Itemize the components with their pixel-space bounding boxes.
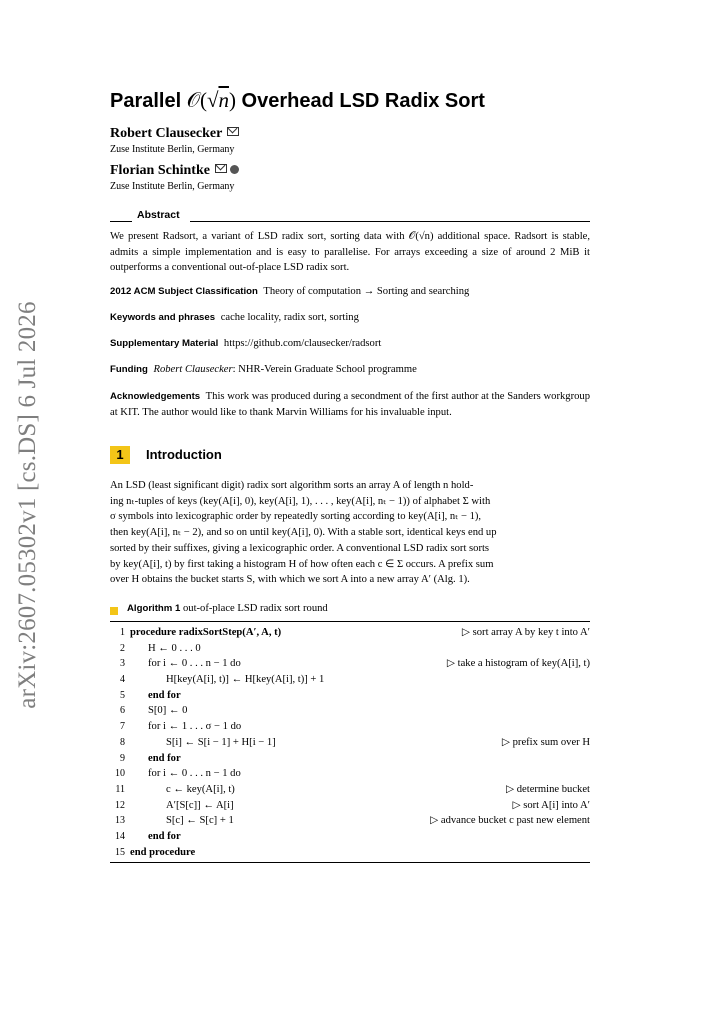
algorithm-line-number: 6 [120,705,125,717]
algorithm-line-number: 15 [115,846,125,858]
algorithm-line-number: 2 [120,642,125,654]
algorithm-line-code: for i ← 1 . . . σ − 1 do [148,721,242,733]
intro-line: sorted by their suffixes, giving a lexicographic order. A conventional LSD radix sort sorts [110,542,490,554]
acknowledgements [110,389,590,420]
algorithm-line-number: 9 [120,752,125,764]
mail-icon[interactable] [215,164,227,173]
abstract-text [110,229,590,276]
acknowledgements-key: Acknowledgements [110,391,201,402]
algorithm-line [110,625,590,641]
algorithm-line-number: 8 [120,736,125,748]
algorithm-line-code: end for [148,830,181,842]
acm-value: Theory of computation → Sorting and searching [263,286,470,297]
algorithm-caption [127,603,328,614]
title-suffix: Overhead LSD Radix Sort [235,90,485,112]
title-math-o: 𝒪(√ [186,88,219,112]
algorithm-line-comment: ▷ advance bucket c past new element [430,815,590,827]
algorithm-line [110,845,590,861]
algorithm-line-code: end for [148,689,181,701]
algorithm-line-comment: ▷ prefix sum over H [501,736,590,748]
algorithm-line [110,782,590,798]
section-number: 1 [110,446,130,464]
algorithm-line-comment: ▷ sort A[i] into A′ [512,799,590,811]
acm-key: 2012 ACM Subject Classification [110,286,258,297]
acknowledgements-value: This work was produced during a secondment of the first author at the Sanders workgroup at KIT. The author would like to thank Marvin Williams for his invaluable input. [110,391,591,418]
intro-line: then key(A[i], nₜ − 2), and so on until key(A[i], 0). With a stable sort, identical keys end up [110,527,497,539]
keywords [110,310,590,326]
algorithm-line-code: H[key(A[i], t)] ← H[key(A[i], t)] + 1 [166,674,325,686]
algorithm-line-number: 7 [120,721,125,733]
title-prefix: Parallel [110,90,187,112]
algorithm-line [110,751,590,767]
algorithm-line-code: S[c] ← S[c] + 1 [166,815,234,827]
section-title: Introduction [146,447,222,462]
funding-name: Robert Clausecker [153,364,233,375]
algorithm-line-number: 11 [115,783,125,795]
author-2-name-text: Florian Schintke [110,163,210,178]
algorithm-line-code: end procedure [130,846,196,858]
arxiv-identifier-stamp: arXiv:2607.05302v1 [cs.DS] 6 Jul 2026 [14,301,41,709]
intro-line: An LSD (least significant digit) radix sort algorithm sorts an array A of length n hold- [110,480,474,491]
author-name-1 [110,126,239,142]
algorithm-line-code: for i ← 0 . . . n − 1 do [148,768,241,780]
supplementary-key: Supplementary Material [110,338,219,349]
algorithm-line [110,766,590,782]
algorithm-line [110,672,590,688]
algorithm-label: Algorithm 1 [127,603,181,614]
algorithm-line-comment: ▷ sort array A by key t into A′ [461,627,590,638]
algorithm-line-code: procedure radixSortStep(A′, A, t) [130,627,282,638]
algorithm-line [110,656,590,672]
supplementary-material [110,336,590,352]
algorithm-line-comment: ▷ determine bucket [505,783,590,795]
algorithm-line-code: H ← 0 . . . 0 [148,642,201,654]
intro-line: by key(A[i], t) by first taking a histogram H of how often each c ∈ Σ occurs. A prefix sum [110,558,494,570]
algorithm-line-code: for i ← 0 . . . n − 1 do [148,658,241,670]
algorithm-line [110,719,590,735]
orcid-icon[interactable] [230,165,239,174]
algorithm-line-number: 5 [120,689,125,701]
algorithm-line-number: 1 [120,627,125,638]
algorithm-line [110,688,590,704]
algorithm-line-number: 14 [115,830,125,842]
algorithm-marker [110,607,118,615]
paper-title [110,88,485,113]
funding-value: : NHR-Verein Graduate School programme [232,364,417,375]
algorithm-body [110,625,590,860]
algorithm-line-code: S[i] ← S[i − 1] + H[i − 1] [166,736,276,748]
intro-line: ing nₜ-tuples of keys (key(A[i], 0), key(A[i], 1), . . . , key(A[i], nₜ − 1)) of alphabet Σ with [110,495,491,507]
algorithm-line-number: 12 [115,799,125,811]
author-affiliation-2: Zuse Institute Berlin, Germany [110,181,235,192]
algorithm-caption-text: out-of-place LSD radix sort round [182,603,328,614]
algorithm-line-number: 3 [120,658,125,670]
algorithm-top-rule [110,621,590,622]
intro-line: σ symbols into lexicographic order by repeatedly sorting according to key(A[i], nₜ − 1), [110,511,482,523]
algorithm-line [110,641,590,657]
abstract-text-part2: additional space. Radsort is stable, admits a simple implementation and is easy to parallelise. For arrays exceeding a size of around 2 MiB it outperforms a conventional out-of-place LSD radix sort. [110,231,590,274]
author-name-2 [110,163,239,179]
author-affiliation-1: Zuse Institute Berlin, Germany [110,144,235,155]
funding-key: Funding [110,364,148,375]
supplementary-link[interactable]: https://github.com/clausecker/radsort [223,338,382,349]
title-math-n: n [218,88,229,112]
algorithm-line-code: A′[S[c]] ← A[i] [166,799,234,811]
abstract-heading: Abstract [137,209,180,221]
keywords-key: Keywords and phrases [110,312,216,323]
keywords-value: cache locality, radix sort, sorting [220,312,359,323]
algorithm-line-number: 4 [120,674,125,686]
abstract-rule [110,216,590,226]
algorithm-line-code: c ← key(A[i], t) [166,783,235,795]
algorithm-line-code: end for [148,752,181,764]
algorithm-line-number: 13 [115,815,125,827]
algorithm-line [110,703,590,719]
algorithm-line [110,798,590,814]
author-1-name-text: Robert Clausecker [110,126,223,141]
funding [110,362,590,378]
algorithm-line [110,735,590,751]
abstract-math: 𝒪(√n) [408,231,434,242]
algorithm-line [110,813,590,829]
acm-classification [110,284,590,300]
intro-line: over H obtains the bucket starts S, with which we sort A into a new array A′ (Alg. 1). [110,574,470,586]
abstract-text-part1: We present Radsort, a variant of LSD radix sort, sorting data with [110,231,409,242]
mail-icon[interactable] [227,127,239,136]
title-math-close: ) [228,88,236,112]
intro-paragraph [110,478,590,588]
algorithm-line-code: S[0] ← 0 [148,705,188,717]
algorithm-line-number: 10 [115,768,125,780]
algorithm-bottom-rule [110,862,590,863]
algorithm-line-comment: ▷ take a histogram of key(A[i], t) [446,658,590,670]
algorithm-line [110,829,590,845]
